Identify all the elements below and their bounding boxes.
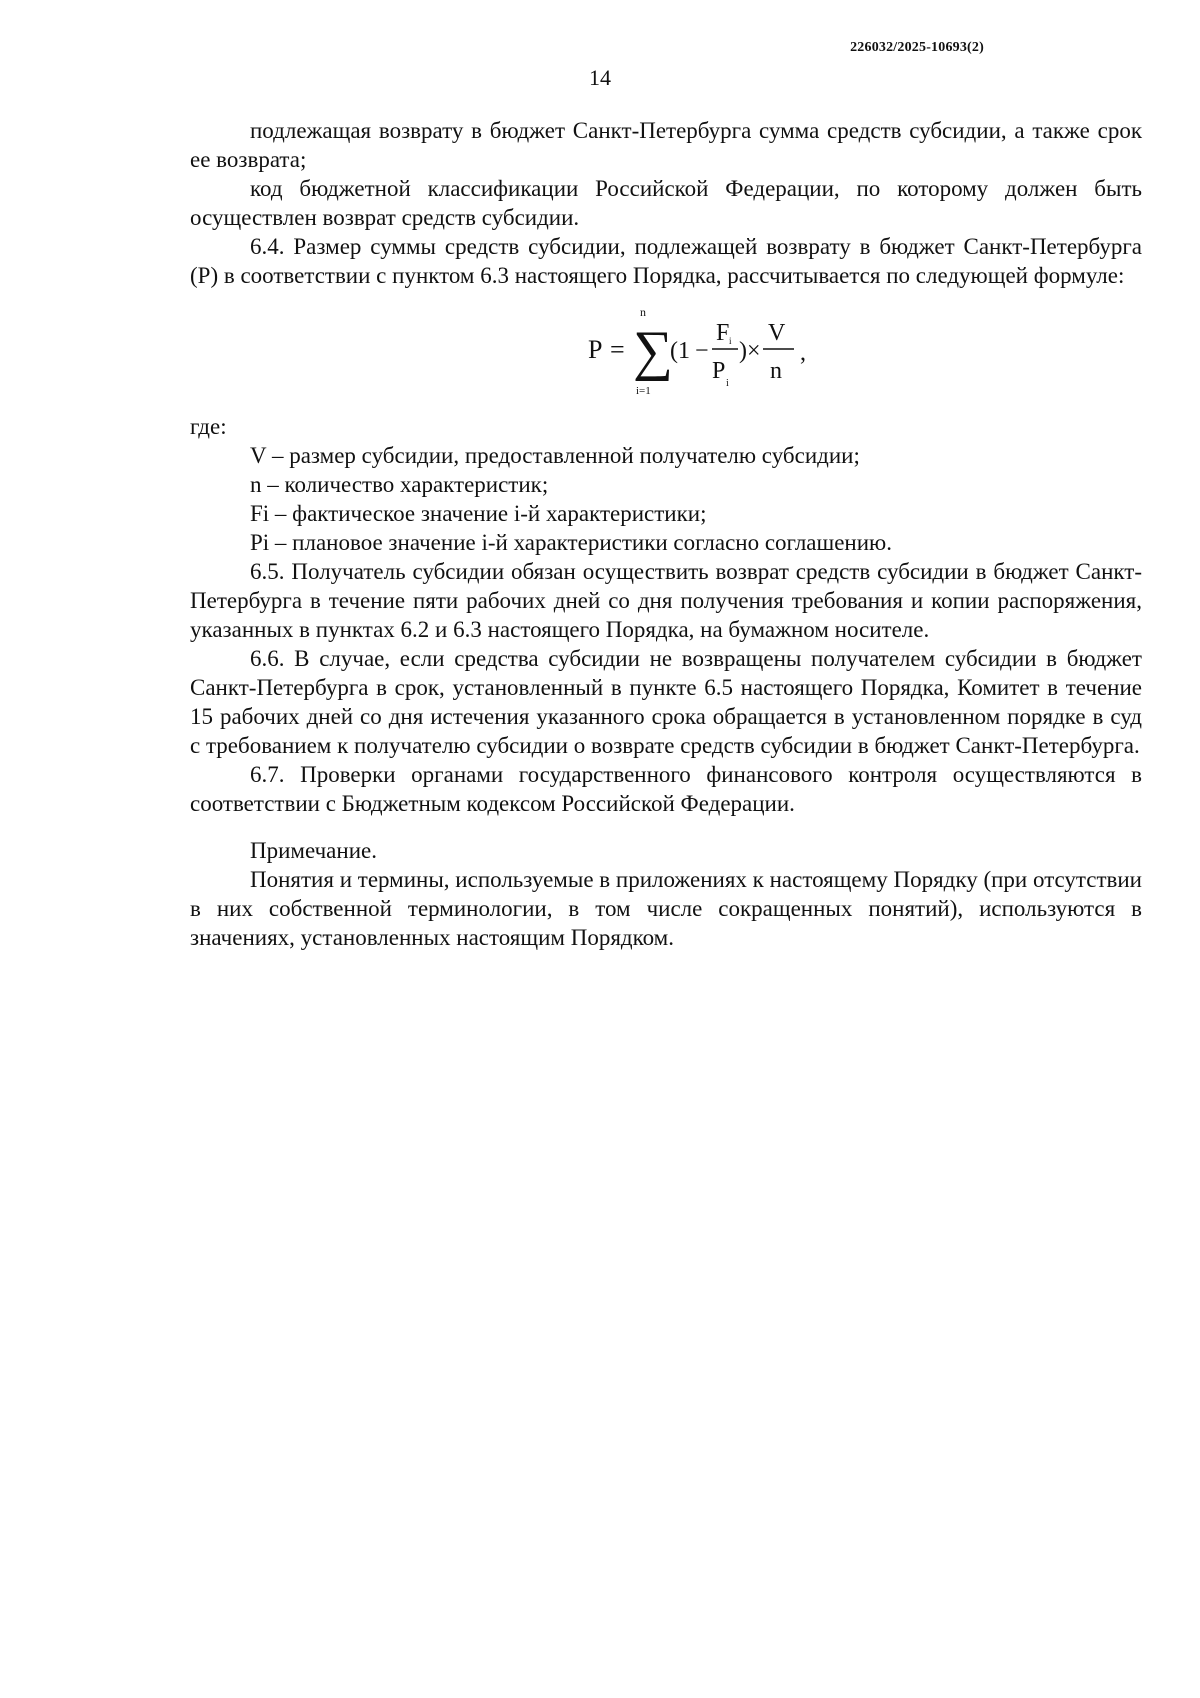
paragraph-6-5: 6.5. Получатель субсидии обязан осуществить возврат средств субсидии в бюджет Санкт-Петербурга в течение пяти рабочих дней со дня получения требования и копии распоряжения, указанных в пунктах 6.2 и 6.3 настоящего Порядка, на бумажном носителе. — [190, 559, 1142, 642]
definition-n: n – количество характеристик; — [250, 472, 549, 497]
paragraph-6-6: 6.6. В случае, если средства субсидии не возвращены получателем субсидии в бюджет Санкт-Петербурга в срок, установленный в пункте 6.5 настоящего Порядка, Комитет в течение 15 рабочих дней со дня истечения указанного срока обращается в установленном порядке в суд с требованием к получателю субсидии о возврате средств субсидии в бюджет Санкт-Петербурга. — [190, 646, 1142, 758]
formula-frac2-den: n — [770, 358, 782, 384]
section-spacer — [190, 818, 1142, 836]
document-id: 226032/2025-10693(2) — [850, 40, 984, 55]
formula-sum-lower: i=1 — [636, 385, 651, 397]
definition-p: Pi – плановое значение i-й характеристики согласно соглашению. — [250, 530, 892, 555]
formula-frac1-den-sub: i — [726, 378, 729, 389]
note-text: Понятия и термины, используемые в приложениях к настоящему Порядку (при отсутствии в них собственной терминологии, в том числе сокращенных понятий), используются в значениях, установленных настоящим Порядком. — [190, 867, 1142, 950]
paragraph-budget-code: код бюджетной классификации Российской Федерации, по которому должен быть осуществлен возврат средств субсидии. — [190, 176, 1142, 230]
document-body — [190, 116, 1142, 952]
paragraph-6-7: 6.7. Проверки органами государственного финансового контроля осуществляются в соответствии с Бюджетным кодексом Российской Федерации. — [190, 762, 1142, 816]
formula-frac1-num: F — [716, 320, 730, 346]
where-label: где: — [190, 414, 227, 439]
return-amount-formula — [588, 296, 818, 406]
definition-f: Fi – фактическое значение i-й характеристики; — [250, 501, 707, 526]
formula-sum-upper: n — [640, 305, 646, 319]
formula-frac1-den: P — [712, 358, 726, 384]
paragraph-6-4: 6.4. Размер суммы средств субсидии, подлежащей возврату в бюджет Санкт-Петербурга (P) в соответствии с пунктом 6.3 настоящего Порядка, рассчитывается по следующей формуле: — [190, 234, 1142, 288]
formula-block — [190, 296, 1142, 406]
formula-comma: , — [800, 340, 806, 366]
formula-open: (1 — [670, 338, 690, 364]
formula-equals: = — [610, 335, 625, 364]
sum-sign-icon: ∑ — [633, 320, 673, 382]
formula-close-times: )× — [739, 338, 761, 364]
formula-frac1-num-sub: i — [729, 336, 732, 346]
formula-lhs: P — [588, 335, 603, 364]
paragraph-return-amount: подлежащая возврату в бюджет Санкт-Петербурга сумма средств субсидии, а также срок ее возврата; — [190, 118, 1142, 172]
definition-v: V – размер субсидии, предоставленной получателю субсидии; — [250, 443, 860, 468]
note-title: Примечание. — [250, 838, 377, 863]
page-number: 14 — [589, 65, 611, 90]
formula-minus: − — [695, 338, 709, 364]
formula-frac2-num: V — [768, 320, 786, 346]
